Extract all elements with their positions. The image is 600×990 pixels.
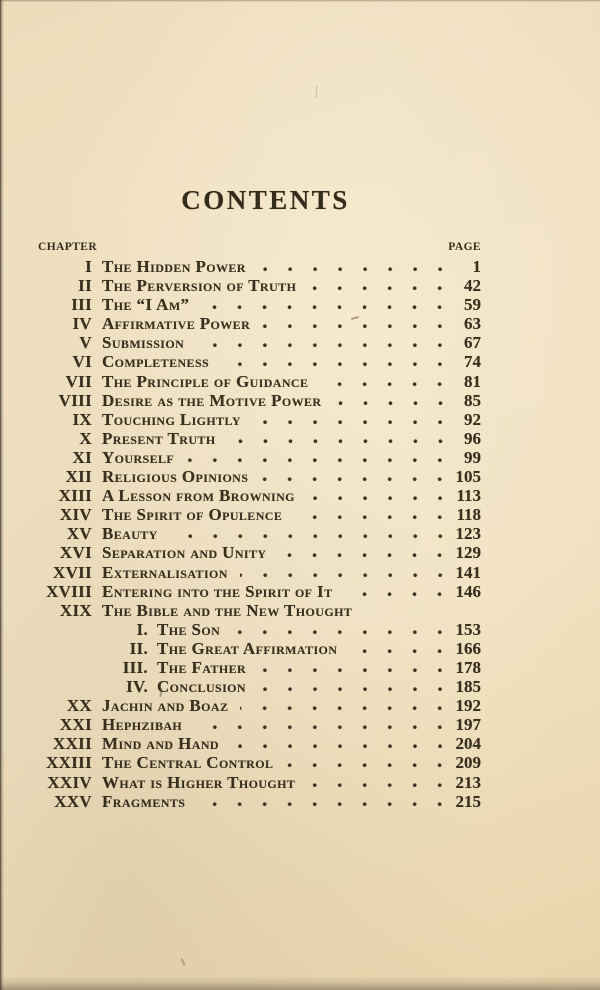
toc-entry bbox=[38, 372, 481, 391]
chapter-number: XVII bbox=[53, 562, 92, 582]
chapter-column-header: CHAPTER bbox=[38, 241, 98, 253]
page-number: 141 bbox=[455, 562, 481, 582]
dot-leader bbox=[240, 573, 445, 578]
toc-entry bbox=[38, 467, 481, 486]
chapter-title: Externalisation bbox=[102, 562, 228, 582]
chapter-title: Fragments bbox=[102, 791, 186, 811]
chapter-title: Affirmative Power bbox=[102, 314, 251, 334]
chapter-number: IX bbox=[72, 409, 92, 429]
toc-entry bbox=[38, 524, 481, 543]
chapter-title: The Hidden Power bbox=[102, 257, 246, 276]
page-number: 129 bbox=[455, 543, 481, 563]
chapter-title: Yourself bbox=[102, 447, 175, 467]
toc-entry bbox=[38, 620, 481, 639]
toc-entry bbox=[38, 792, 481, 811]
toc-entry bbox=[38, 333, 481, 352]
chapter-title: The Great Affirmation bbox=[157, 638, 338, 658]
chapter-title: The “I Am” bbox=[102, 295, 190, 315]
toc-entry bbox=[38, 448, 481, 467]
page-number: 59 bbox=[464, 295, 481, 315]
chapter-number: I bbox=[85, 257, 92, 276]
toc-entry bbox=[38, 276, 481, 295]
page-number: 42 bbox=[464, 276, 481, 296]
toc-entry bbox=[38, 505, 481, 524]
page-number: 123 bbox=[455, 524, 481, 544]
page-number: 213 bbox=[455, 772, 481, 792]
page-number: 185 bbox=[455, 677, 481, 697]
chapter-title: Jachin and Boaz bbox=[102, 696, 229, 716]
toc-entry bbox=[38, 601, 481, 620]
chapter-number: XXI bbox=[59, 715, 92, 735]
chapter-number: XIV bbox=[59, 505, 92, 525]
toc-entry bbox=[38, 314, 481, 333]
page-number: 81 bbox=[464, 371, 481, 391]
chapter-number: XV bbox=[66, 524, 92, 544]
chapter-number: XIII bbox=[58, 486, 92, 506]
page-number: 118 bbox=[456, 505, 481, 525]
toc-entry bbox=[38, 639, 481, 658]
chapter-number: XIX bbox=[59, 600, 92, 620]
chapter-title: What is Higher Thought bbox=[102, 772, 296, 792]
dot-leader bbox=[334, 401, 446, 406]
page-number: 92 bbox=[464, 409, 481, 429]
toc-entry bbox=[38, 543, 481, 562]
dot-leader bbox=[201, 305, 445, 310]
page-edge-bottom bbox=[0, 976, 600, 990]
page-number: 209 bbox=[455, 753, 481, 773]
page-number: 67 bbox=[464, 333, 481, 353]
toc-entry bbox=[38, 563, 481, 582]
page-number: 215 bbox=[455, 791, 481, 811]
dot-leader bbox=[197, 802, 445, 807]
chapter-number: XXIII bbox=[46, 753, 92, 773]
chapter-number: XX bbox=[66, 696, 92, 716]
page-number: 204 bbox=[455, 734, 481, 754]
chapter-title: Separation and Unity bbox=[102, 543, 267, 563]
chapter-number: III. bbox=[122, 657, 148, 677]
chapter-title: Touching Lightly bbox=[102, 409, 241, 429]
dot-leader bbox=[221, 362, 445, 367]
chapter-title: Hephzibah bbox=[102, 715, 183, 735]
chapter-number: XII bbox=[65, 467, 92, 487]
chapter-title: Present Truth bbox=[102, 428, 216, 448]
chapter-number: IV. bbox=[126, 677, 148, 697]
toc-column-headers bbox=[38, 241, 481, 253]
chapter-title: Conclusion bbox=[157, 677, 246, 697]
toc-entry bbox=[38, 753, 481, 772]
dot-leader bbox=[262, 324, 445, 329]
dot-leader bbox=[196, 343, 445, 348]
chapter-number: II bbox=[78, 276, 92, 296]
toc-entry bbox=[38, 677, 481, 696]
page-number: 105 bbox=[455, 467, 481, 487]
chapter-title: The Bible and the New Thought bbox=[102, 600, 353, 620]
page-number: 197 bbox=[455, 715, 481, 735]
page-number: 74 bbox=[464, 352, 481, 372]
dot-leader bbox=[228, 439, 445, 444]
chapter-number: VII bbox=[65, 371, 92, 391]
toc-entry bbox=[38, 734, 481, 753]
toc-entry bbox=[38, 486, 481, 505]
page-number: 99 bbox=[464, 447, 481, 467]
toc-entry bbox=[38, 715, 481, 734]
chapter-number: XXII bbox=[53, 734, 92, 754]
toc-entry bbox=[38, 429, 481, 448]
chapter-title: Religious Opinions bbox=[102, 467, 249, 487]
toc-entry bbox=[38, 410, 481, 429]
page-number: 192 bbox=[455, 696, 481, 716]
chapter-number: XVI bbox=[59, 543, 92, 563]
chapter-number: X bbox=[79, 428, 92, 448]
dot-leader bbox=[240, 706, 445, 711]
page-column-header: PAGE bbox=[448, 241, 481, 253]
dot-leader bbox=[258, 668, 445, 673]
page-number: 178 bbox=[455, 657, 481, 677]
dot-leader bbox=[320, 382, 445, 387]
dot-leader bbox=[285, 763, 445, 768]
chapter-number: I. bbox=[136, 619, 148, 639]
dot-leader bbox=[349, 649, 445, 654]
page-number: 153 bbox=[455, 619, 481, 639]
chapter-title: The Father bbox=[157, 657, 247, 677]
chapter-title: Beauty bbox=[102, 524, 158, 544]
dot-leader bbox=[278, 553, 445, 558]
dot-leader bbox=[364, 611, 445, 616]
dot-leader bbox=[344, 592, 445, 597]
chapter-title: Mind and Hand bbox=[102, 734, 219, 754]
toc-entry bbox=[38, 257, 481, 276]
chapter-title: The Spirit of Opulence bbox=[102, 505, 283, 525]
toc-entry bbox=[38, 352, 481, 371]
chapter-title: The Principle of Guidance bbox=[102, 371, 309, 391]
dot-leader bbox=[307, 783, 445, 788]
chapter-number: XI bbox=[72, 447, 92, 467]
chapter-number: VI bbox=[72, 352, 92, 372]
page-number: 1 bbox=[472, 257, 481, 276]
dot-leader bbox=[260, 477, 445, 482]
chapter-number: V bbox=[79, 333, 92, 353]
page-number: 146 bbox=[455, 581, 481, 601]
page-title: CONTENTS bbox=[181, 185, 350, 215]
chapter-title: Entering into the Spirit of It bbox=[102, 581, 333, 601]
toc-entry bbox=[38, 582, 481, 601]
chapter-number: IV bbox=[72, 314, 92, 334]
dot-leader bbox=[186, 458, 445, 463]
chapter-number: XXIV bbox=[47, 772, 92, 792]
chapter-title: The Perversion of Truth bbox=[102, 276, 297, 296]
dot-leader bbox=[170, 534, 445, 539]
page-number: 96 bbox=[464, 428, 481, 448]
page-number: 85 bbox=[464, 390, 481, 410]
chapter-number: III bbox=[71, 295, 92, 315]
dot-leader bbox=[194, 725, 445, 730]
chapter-title: Completeness bbox=[102, 352, 210, 372]
page-number: 63 bbox=[464, 314, 481, 334]
dot-leader bbox=[258, 687, 445, 692]
page-number: 113 bbox=[456, 486, 481, 506]
dot-leader bbox=[307, 496, 445, 501]
chapter-title: A Lesson from Browning bbox=[102, 486, 295, 506]
chapter-title: The Son bbox=[157, 619, 221, 639]
chapter-number: XVIII bbox=[46, 581, 92, 601]
dot-leader bbox=[232, 630, 445, 635]
dot-leader bbox=[231, 744, 445, 749]
chapter-title: Desire as the Motive Power bbox=[102, 390, 322, 410]
toc-entry bbox=[38, 295, 481, 314]
dot-leader bbox=[253, 420, 445, 425]
toc-entry bbox=[38, 658, 481, 677]
page-number: 166 bbox=[455, 638, 481, 658]
chapter-title: Submission bbox=[102, 333, 185, 353]
chapter-number: II. bbox=[129, 638, 148, 658]
paper-speck bbox=[180, 958, 185, 966]
dot-leader bbox=[308, 286, 445, 291]
chapter-number: XXV bbox=[54, 791, 92, 811]
chapter-number: VIII bbox=[58, 390, 92, 410]
toc-entry bbox=[38, 391, 481, 410]
toc-entry bbox=[38, 773, 481, 792]
dot-leader bbox=[258, 267, 445, 272]
chapter-title: The Central Control bbox=[102, 753, 274, 773]
toc-entry bbox=[38, 696, 481, 715]
dot-leader bbox=[294, 515, 445, 520]
table-of-contents bbox=[38, 257, 481, 811]
